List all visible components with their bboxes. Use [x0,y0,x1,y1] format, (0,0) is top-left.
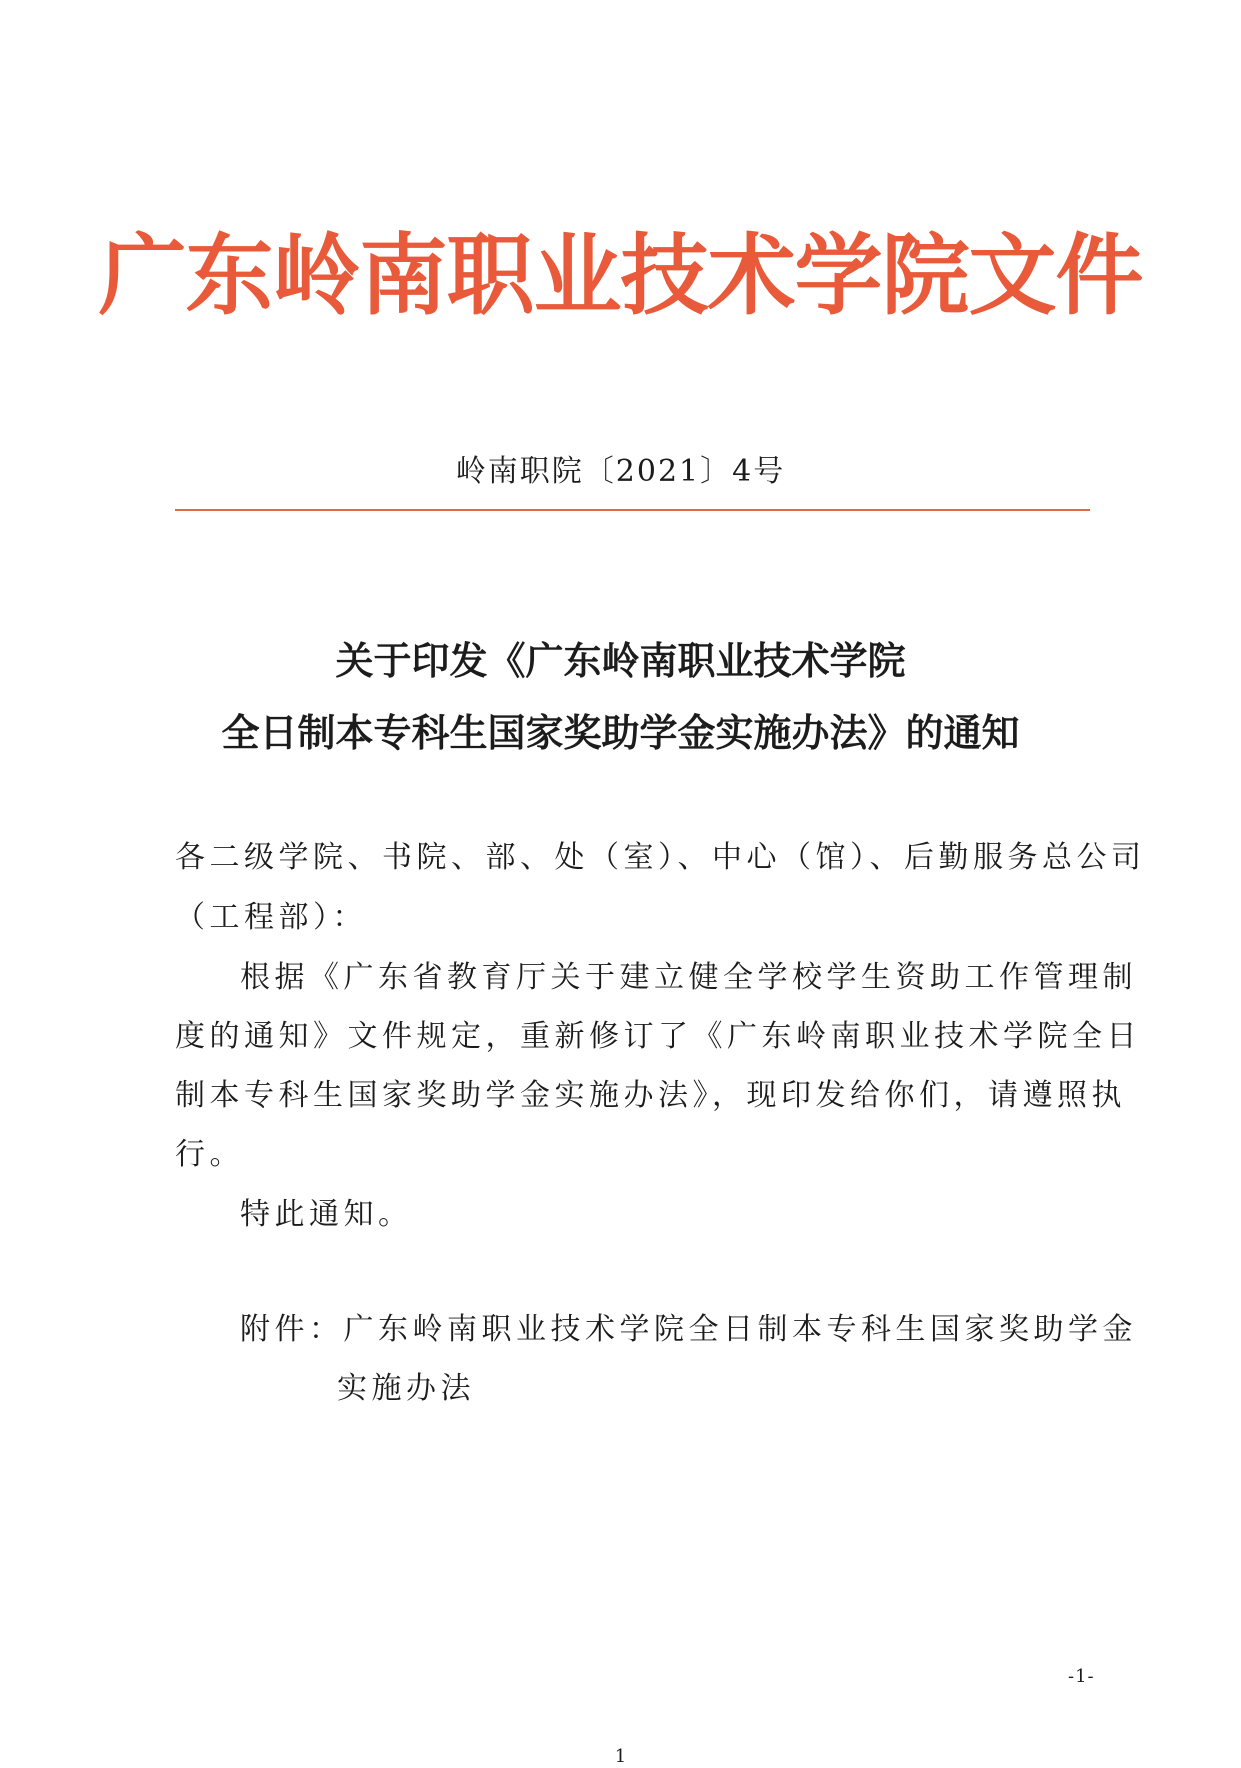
notice-title-line-2: 全日制本专科生国家奖助学金实施办法》的通知 [221,710,1020,755]
page-number-label: -1- [1068,1666,1095,1687]
red-divider-line [175,509,1090,511]
body-line-2: 度的通知》文件规定，重新修订了《广东岭南职业技术学院全日 [175,1019,1141,1054]
attachment-line-2: 实施办法 [337,1371,475,1406]
body-line-4: 行。 [175,1137,244,1172]
attachment-line-1: 附件：广东岭南职业技术学院全日制本专科生国家奖助学金 [240,1312,1137,1347]
salutation-line-2: （工程部）： [175,900,367,935]
closing-text: 特此通知。 [240,1197,413,1232]
body-line-1: 根据《广东省教育厅关于建立健全学校学生资助工作管理制 [240,960,1137,995]
body-line-3: 制本专科生国家奖助学金实施办法》，现印发给你们，请遵照执 [175,1078,1126,1113]
scan-page-number: 1 [614,1746,627,1767]
salutation-line-1: 各二级学院、书院、部、处（室）、中心（馆）、后勤服务总公司 [175,840,1146,875]
document-number: 岭南职院〔2021〕4号 [455,454,786,489]
notice-title-line-1: 关于印发《广东岭南职业技术学院 [335,638,906,683]
masthead-title: 广东岭南职业技术学院文件 [98,223,1143,327]
